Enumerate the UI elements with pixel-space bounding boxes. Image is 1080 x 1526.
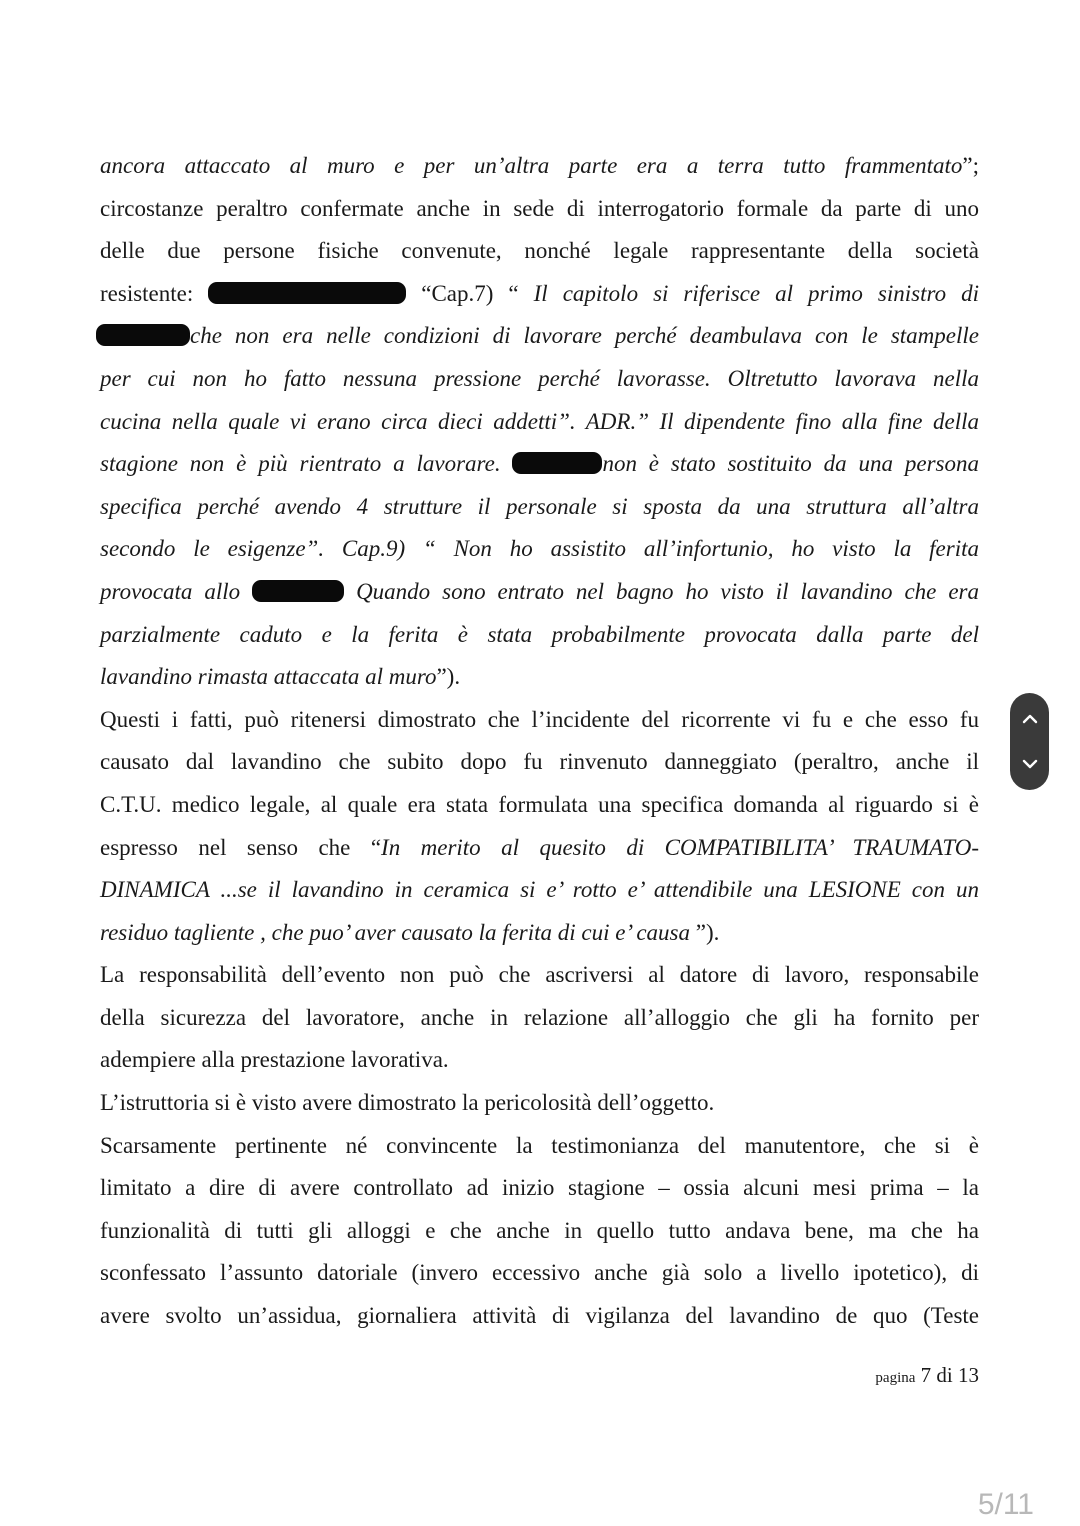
italic-quote-text: specifica perché avendo 4 strutture il personale si sposta da una struttura all’altra	[100, 493, 979, 519]
body-text: ”).	[695, 919, 720, 945]
italic-quote-text: Quando sono entrato nel bagno ho visto il lavandino che era	[344, 578, 980, 604]
text-line	[100, 358, 979, 401]
text-line	[100, 1167, 979, 1210]
text-line	[100, 1210, 979, 1253]
text-line	[100, 401, 979, 444]
italic-quote-text: parzialmente caduto e la ferita è stata probabilmente provocata dalla parte del	[100, 621, 979, 647]
chevron-up-icon	[1021, 710, 1039, 728]
italic-quote-text: ancora attaccato al muro e per un’altra parte era a terra tutto frammentato	[100, 153, 963, 178]
body-text: La responsabilità dell’evento non può che ascriversi al datore di lavoro, responsabile	[100, 962, 979, 988]
text-line	[100, 827, 979, 870]
body-text: espresso nel senso che “	[100, 834, 382, 860]
text-line	[100, 230, 979, 273]
body-text: L’istruttoria si è visto avere dimostrato la pericolosità dell’oggetto.	[100, 1090, 715, 1116]
italic-quote-text: lavandino rimasta attaccata al muro	[100, 664, 437, 690]
redaction-mark	[96, 324, 190, 346]
italic-quote-text: DINAMICA ...se il lavandino in ceramica si e’ rotto e’ attendibile una LESIONE con un	[100, 877, 979, 903]
italic-quote-text: secondo le esigenze”. Cap.9) “ Non ho assistito all’infortunio, ho visto la ferita	[100, 536, 979, 562]
text-line	[100, 443, 979, 486]
text-line	[100, 869, 979, 912]
body-text: C.T.U. medico legale, al quale era stata formulata una specifica domanda al riguardo si è	[100, 791, 979, 817]
body-text: ”).	[436, 664, 461, 690]
previous-page-button[interactable]	[1010, 695, 1049, 743]
of-word: di	[936, 1363, 953, 1387]
text-line	[100, 954, 979, 997]
body-text: limitato a dire di avere controllato ad inizio stagione – ossia alcuni mesi prima – la	[100, 1175, 979, 1201]
text-line	[100, 656, 979, 699]
text-line	[100, 1039, 979, 1082]
text-line	[100, 784, 979, 827]
redaction-mark	[512, 452, 602, 474]
text-line	[100, 188, 979, 231]
text-line	[100, 571, 979, 614]
next-page-button[interactable]	[1010, 740, 1049, 788]
body-text: Questi i fatti, può ritenersi dimostrato che l’incidente del ricorrente vi fu e che esso fu	[100, 706, 979, 732]
italic-quote-text: che non era nelle condizioni di lavorare perché deambulava con le stampelle	[190, 323, 979, 349]
body-text: delle due persone fisiche convenute, nonché legale rappresentante della società	[100, 238, 979, 264]
text-line	[100, 614, 979, 657]
body-text: adempiere alla prestazione lavorativa.	[100, 1047, 449, 1073]
body-text: ”;	[962, 153, 979, 178]
total-pages: 13	[958, 1363, 979, 1387]
text-line	[100, 273, 979, 316]
text-line	[96, 315, 979, 358]
page-word: pagina	[875, 1370, 916, 1386]
text-line	[100, 912, 979, 955]
text-line	[100, 145, 979, 188]
text-line	[100, 997, 979, 1040]
italic-quote-text: In merito al quesito di COMPATIBILITA’ TRAUMATO-	[381, 834, 979, 860]
italic-quote-text: non è stato sostituito da una persona	[602, 451, 979, 477]
body-text: funzionalità di tutti gli alloggi e che anche in quello tutto andava bene, ma che ha	[100, 1217, 979, 1243]
italic-quote-text: Il capitolo si riferisce al primo sinistro di	[533, 280, 979, 306]
text-line	[100, 741, 979, 784]
italic-quote-text: stagione non è più rientrato a lavorare.	[100, 451, 513, 477]
text-line	[100, 528, 979, 571]
text-line	[100, 486, 979, 529]
document-body	[100, 145, 979, 1338]
body-text: Scarsamente pertinente né convincente la testimonianza del manutentore, che si è	[100, 1132, 979, 1158]
redaction-mark	[252, 580, 344, 602]
body-text: sconfessato l’assunto datoriale (invero eccessivo anche già solo a livello ipotetico), di	[100, 1260, 979, 1286]
text-line	[100, 1082, 979, 1125]
body-text: circostanze peraltro confermate anche in sede di interrogatorio formale da parte di uno	[100, 195, 979, 221]
page-number: 7	[920, 1363, 932, 1387]
body-text: causato dal lavandino che subito dopo fu rinvenuto danneggiato (peraltro, anche il	[100, 749, 979, 775]
text-line	[100, 1125, 979, 1168]
body-text: “Cap.7) “	[406, 280, 534, 306]
text-line	[100, 699, 979, 742]
italic-quote-text: cucina nella quale vi erano circa dieci addetti”. ADR.” Il dipendente fino alla fine della	[100, 408, 979, 434]
page-navigation	[1010, 693, 1049, 790]
body-text: della sicurezza del lavoratore, anche in relazione all’alloggio che gli ha fornito per	[100, 1004, 979, 1030]
chevron-down-icon	[1021, 755, 1039, 773]
text-line	[100, 1252, 979, 1295]
italic-quote-text: provocata allo	[100, 578, 253, 604]
text-line	[100, 1295, 979, 1338]
italic-quote-text: per cui non ho fatto nessuna pressione perché lavorasse. Oltretutto lavorava nella	[100, 365, 979, 391]
body-text: avere svolto un’assidua, giornaliera attività di vigilanza del lavandino de quo (Teste	[100, 1303, 979, 1329]
page-footer	[875, 1363, 979, 1388]
italic-quote-text: residuo tagliente , che puo’ aver causato la ferita di cui e’ causa	[100, 919, 696, 945]
body-text: resistente:	[100, 280, 209, 306]
redaction-mark	[208, 282, 406, 304]
viewer-page-counter: 5/11	[977, 1488, 1034, 1521]
